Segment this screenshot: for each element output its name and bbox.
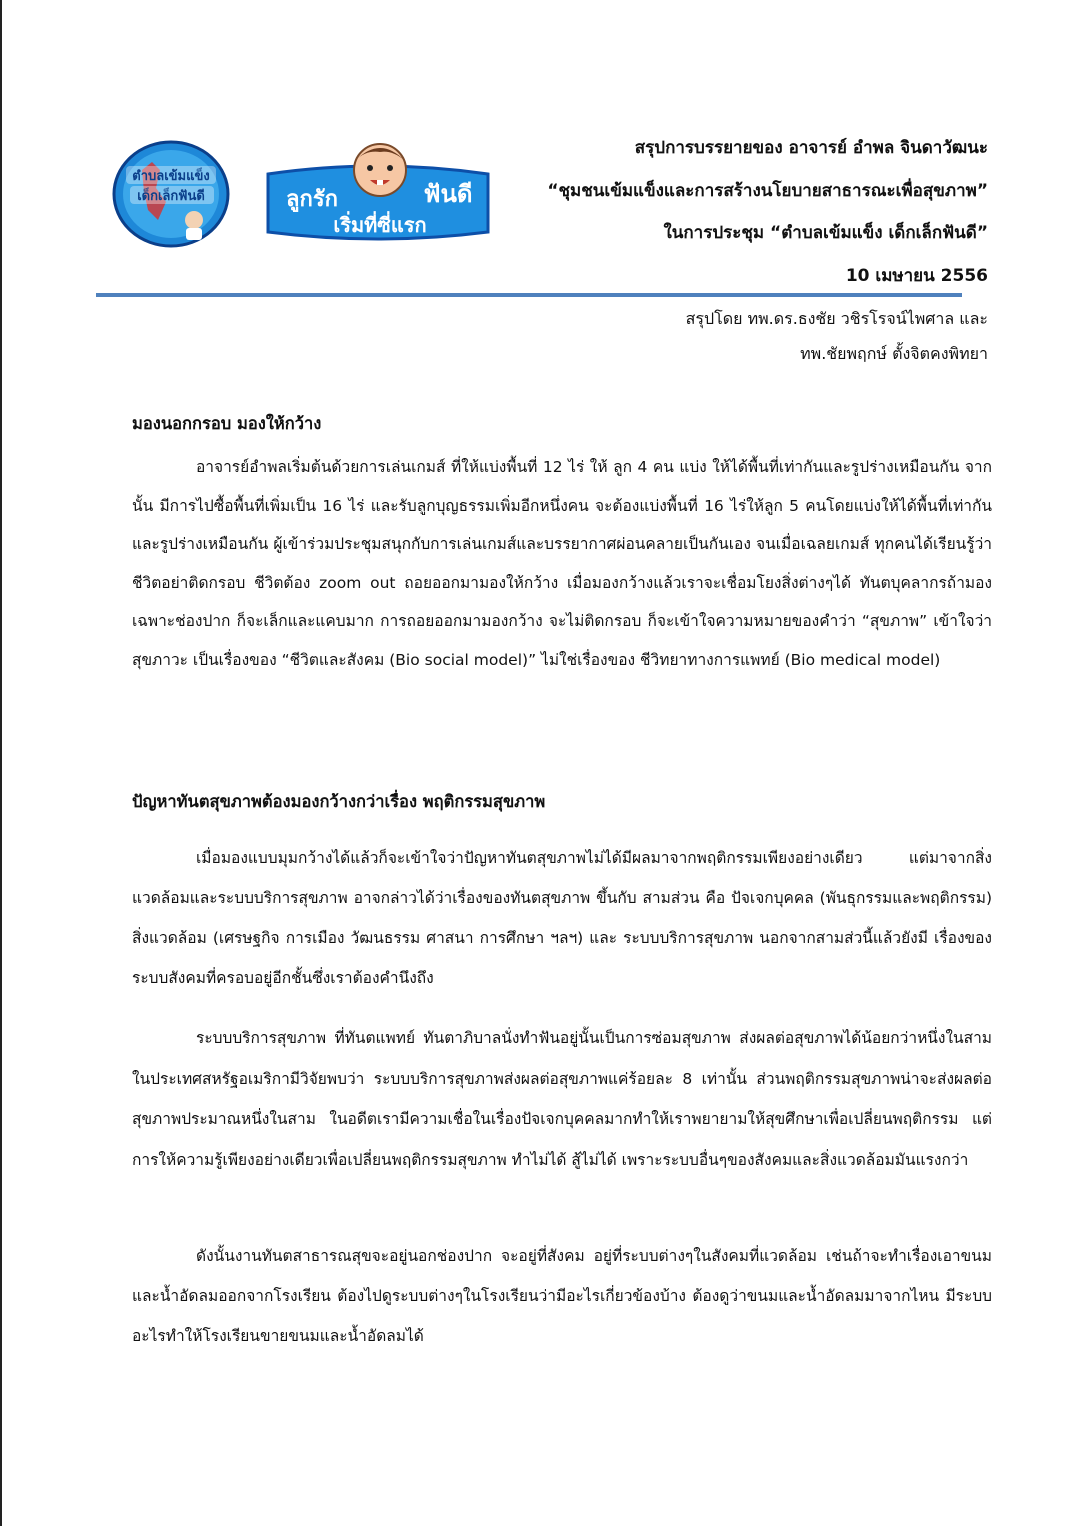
byline-line1: สรุปโดย ทพ.ดร.ธงชัย วชิรโรจน์ไพศาล และ <box>685 309 988 328</box>
body-paragraph: อาจารย์อำพลเริ่มต้นด้วยการเล่นเกมส์ ที่ให้แบ่งพื้นที่ 12 ไร่ ให้ ลูก 4 คน แบ่ง ให้ได้พื้นที่เท่ากันและรูปร่างเหมือนกัน จากนั้น มีการไปซื้อพื้นที่เพิ่มเป็น 16 ไร่ และรับลูกบุญธรรมเพิ่มอีกหนึ่งคน จะต้องแบ่งพื้นที่ 16 ไร่ให้ลูก 5 คนโดยแบ่งให้ได้พื้นที่เท่ากันและรูปร่างเหมือนกัน ผู้เข้าร่วมประชุมสนุกกับการเล่นเกมส์และบรรยากาศผ่อนคลายเป็นกันเอง จนเมื่อเฉลยเกมส์ ทุกคนได้เรียนรู้ว่า ชีวิตอย่าติดกรอบ ชีวิตต้อง zoom out ถอยออกมามองให้กว้าง เมื่อมองกว้างแล้วเราจะเชื่อมโยงสิ่งต่างๆได้ ทันตบุคลากรถ้ามองเฉพาะช่องปาก ก็จะเล็กและแคบมาก การถอยออกมามองกว้าง จะไม่ติดกรอบ ก็จะเข้าใจความหมายของคำว่า “สุขภาพ” เข้าใจว่า สุขภาวะ เป็นเรื่องของ “ชีวิตและสังคม (Bio social model)” ไม่ใช่เรื่องของ ชีวิทยาทางการแพทย์ (Bio medical model) <box>132 458 992 669</box>
kids-teeth-logo <box>262 140 494 246</box>
header-divider <box>96 293 962 297</box>
page-edge <box>0 0 2 1526</box>
body-paragraph: ดังนั้นงานทันตสาธารณสุขจะอยู่นอกช่องปาก จะอยู่ที่สังคม อยู่ที่ระบบต่างๆในสังคมที่แวดล้อม เช่นถ้าจะทำเรื่องเอาขนมและน้ำอัดลมออกจากโรงเรียน ต้องไปดูระบบต่างๆในโรงเรียนว่ามีอะไรเกี่ยวข้องบ้าง ต้องดูว่าขนมและน้ำอัดลมมาจากไหน มีระบบอะไรทำให้โรงเรียนขายขนมและน้ำอัดลมได้ <box>132 1247 992 1345</box>
body-paragraph: ระบบบริการสุขภาพ ที่ทันตแพทย์ ทันตาภิบาลนั่งทำฟันอยู่นั้นเป็นการซ่อมสุขภาพ ส่งผลต่อสุขภาพได้น้อยกว่าหนึ่งในสาม ในประเทศสหรัฐอเมริกามีวิจัยพบว่า ระบบบริการสุขภาพส่งผลต่อสุขภาพแค่ร้อยละ 8 เท่านั้น ส่วนพฤติกรรมสุขภาพน่าจะส่งผลต่อสุขภาพประมาณหนึ่งในสาม ในอดีตเรามีความเชื่อในเรื่องปัจเจกบุคคลมากทำให้เราพยายามให้สุขศึกษาเพื่อเปลี่ยนพฤติกรรม แต่การให้ความรู้เพียงอย่างเดียวเพื่อเปลี่ยนพฤติกรรมสุขภาพ ทำไม่ได้ สู้ไม่ได้ เพราะระบบอื่นๆของสังคมและสิ่งแวดล้อมมันแรงกว่า <box>132 1029 992 1169</box>
logo2-word2: ฟันดี <box>423 180 473 208</box>
header-meeting: ในการประชุม “ตำบลเข้มแข็ง เด็กเล็กฟันดี” <box>663 223 988 243</box>
header-title: สรุปการบรรยายของ อาจารย์ อำพล จินดาวัฒนะ <box>634 138 988 158</box>
section-heading: ปัญหาทันตสุขภาพต้องมองกว้างกว่าเรื่อง พฤติกรรมสุขภาพ <box>132 792 546 811</box>
byline-line2: ทพ.ชัยพฤกษ์ ตั้งจิตคงพิทยา <box>800 344 988 363</box>
header-topic: “ชุมชนเข้มแข็งและการสร้างนโยบายสาธารณะเพื่อสุขภาพ” <box>547 181 988 201</box>
body-paragraph: เมื่อมองแบบมุมกว้างได้แล้วก็จะเข้าใจว่าปัญหาทันตสุขภาพไม่ได้มีผลมาจากพฤติกรรมเพียงอย่างเดียว แต่มาจากสิ่งแวดล้อมและระบบบริการสุขภาพ อาจกล่าวได้ว่าเรื่องของทันตสุขภาพ ขึ้นกับ สามส่วน คือ ปัจเจกบุคคล (พันธุกรรมและพฤติกรรม) สิ่งแวดล้อม (เศรษฐกิจ การเมือง วัฒนธรรม ศาสนา การศึกษา ฯลฯ) และ ระบบบริการสุขภาพ นอกจากสามส่วนี้แล้วยังมี เรื่องของระบบสังคมที่ครอบอยู่อีกชั้นซึ่งเราต้องคำนึงถึง <box>132 849 993 987</box>
logo1-line2: เด็กเล็กฟันดี <box>137 189 205 204</box>
header-date: 10 เมษายน 2556 <box>845 266 988 286</box>
tambon-logo <box>112 140 230 248</box>
logo2-word3: เริ่มที่ซี่แรก <box>333 213 427 237</box>
logo2-word1: ลูกรัก <box>286 187 338 212</box>
logo1-line1: ตำบลเข้มแข็ง <box>132 169 210 184</box>
section-heading: มองนอกกรอบ มองให้กว้าง <box>132 414 322 433</box>
